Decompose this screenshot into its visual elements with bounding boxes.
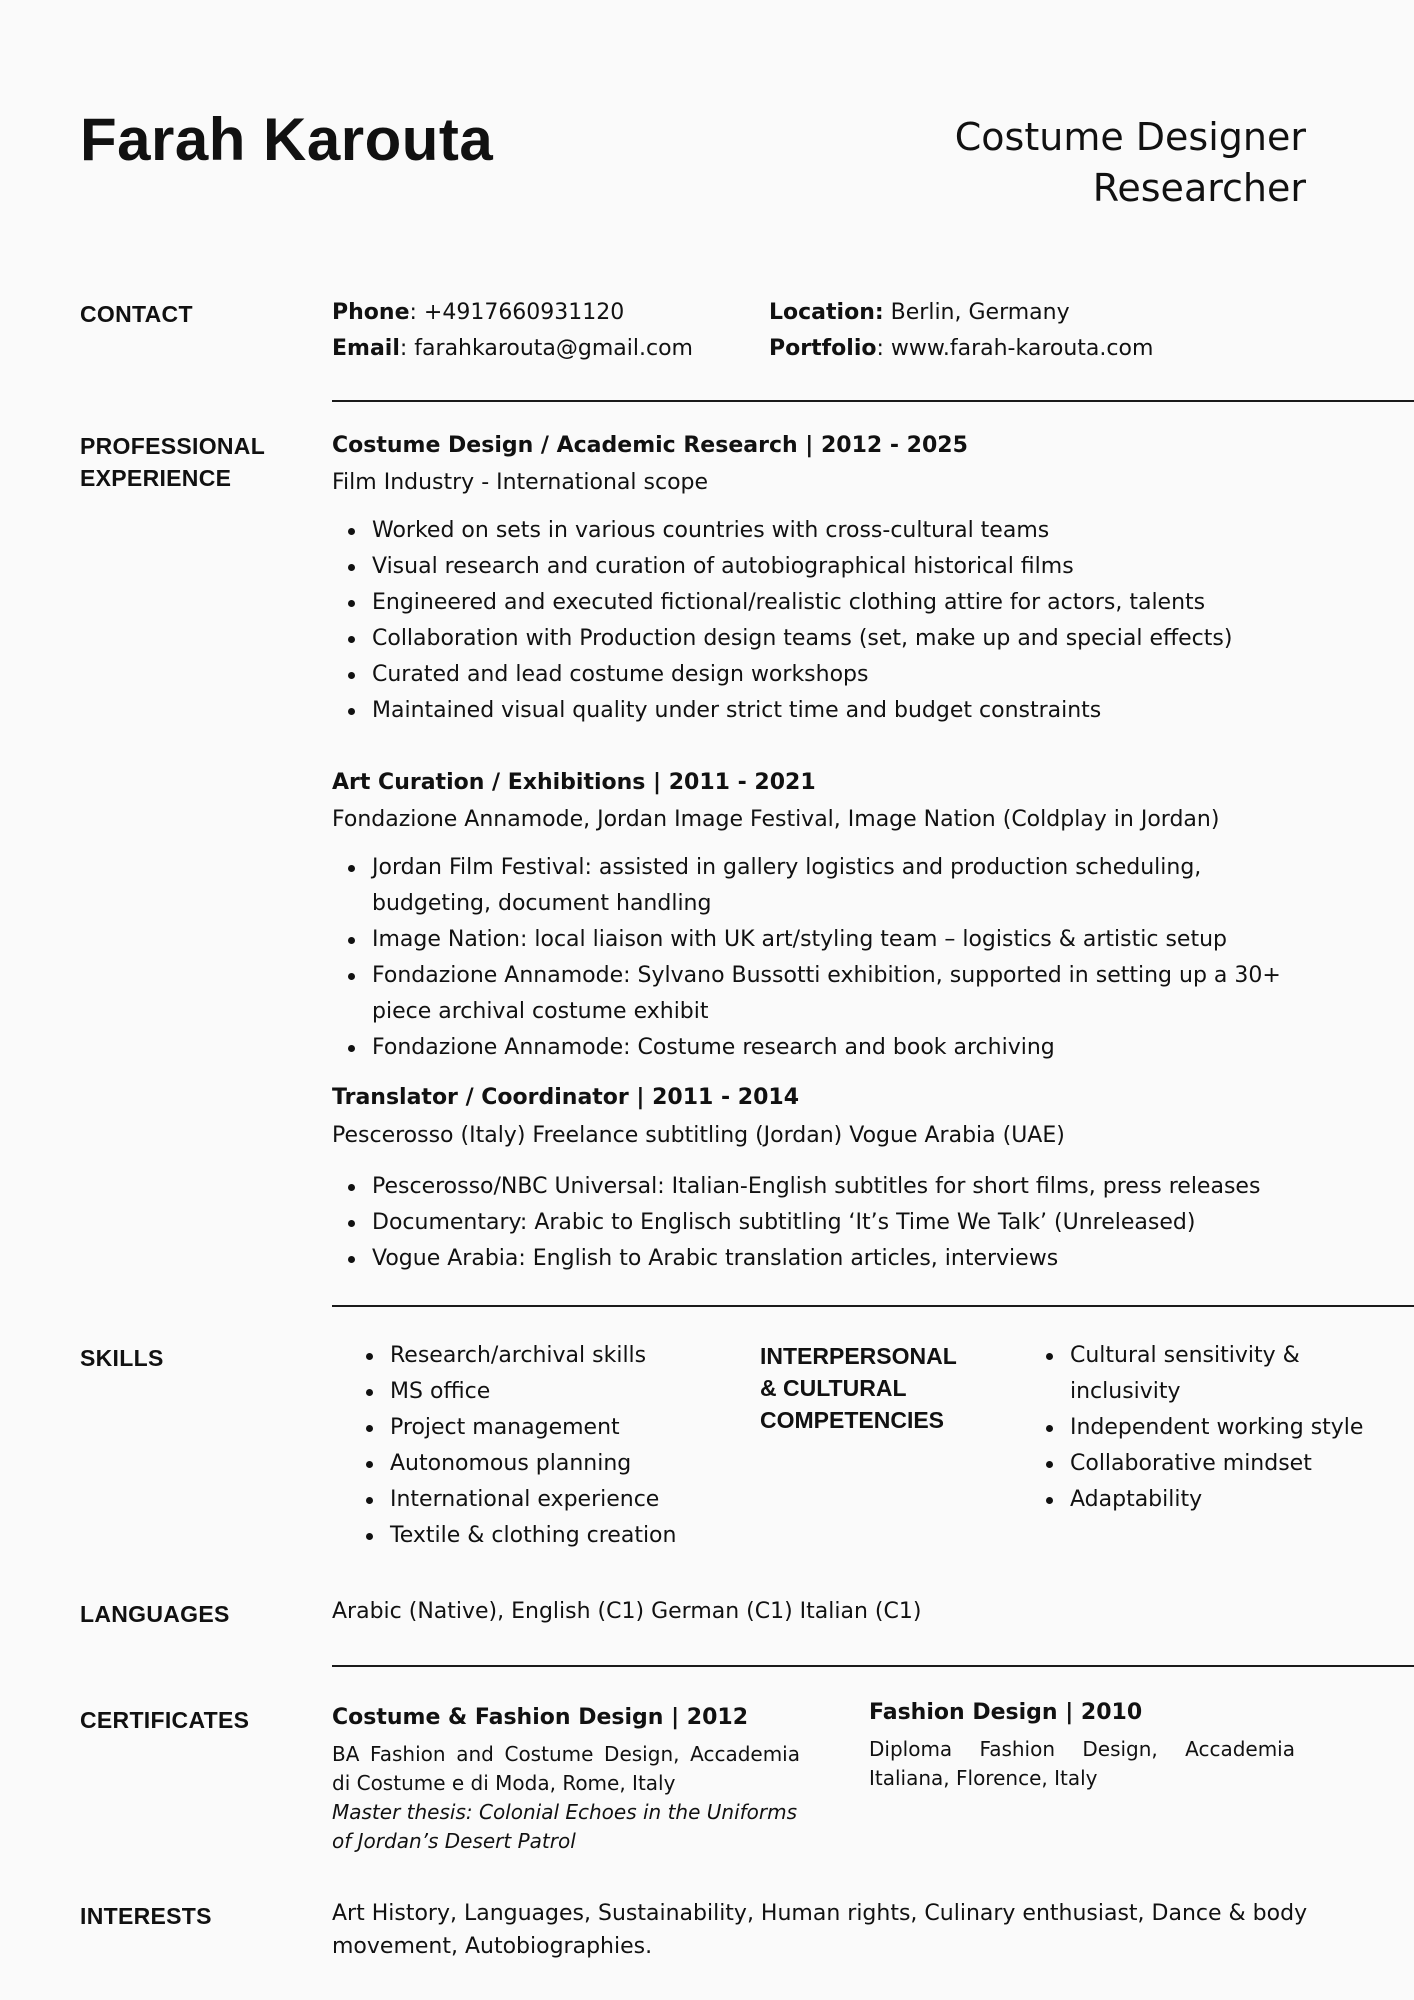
role-titles (955, 112, 1306, 214)
divider (332, 1665, 1414, 1667)
section-label-interests: INTERESTS (80, 1903, 212, 1929)
certificate-item (869, 1695, 1295, 1793)
role-title: Researcher (1092, 166, 1306, 210)
list-item: Fondazione Annamode: Costume research and book archiving (372, 1030, 1324, 1066)
candidate-name: Farah Karouta (80, 106, 494, 173)
list-item: Curated and lead costume design workshops (372, 657, 1232, 693)
list-item: Fondazione Annamode: Sylvano Bussotti exhibition, supported in setting up a 30+ piece archival costume exhibit (372, 958, 1324, 1030)
phone-value: +4917660931120 (423, 300, 625, 325)
job-title: Costume Design / Academic Research | 2012 - 2025 (332, 433, 968, 458)
list-item: International experience (390, 1482, 676, 1518)
skills-list (350, 1338, 676, 1554)
certificate-desc: BA Fashion and Costume Design, Accademia di Costume e di Moda, Rome, Italy (332, 1742, 800, 1795)
list-item: Project management (390, 1410, 676, 1446)
list-item: Maintained visual quality under strict time and budget constraints (372, 693, 1232, 729)
contact-location (769, 295, 1070, 331)
divider (332, 1305, 1414, 1307)
label-line: EXPERIENCE (80, 465, 232, 491)
section-label-contact: CONTACT (80, 301, 193, 327)
certificate-desc: Diploma Fashion Design, Accademia Italiana, Florence, Italy (869, 1737, 1295, 1790)
job-bullet-list (332, 513, 1232, 729)
list-item: Collaborative mindset (1070, 1446, 1410, 1482)
interpersonal-list (1030, 1338, 1410, 1518)
interests-text: Art History, Languages, Sustainability, Human rights, Culinary enthusiast, Dance & body movement, Autobiographies. (332, 1901, 1308, 1959)
job-title: Art Curation / Exhibitions | 2011 - 2021 (332, 770, 816, 795)
contact-email: Email: farahkarouta@gmail.com (332, 336, 693, 361)
email-value: farahkarouta@gmail.com (414, 336, 693, 361)
list-item: Worked on sets in various countries with cross-cultural teams (372, 513, 1232, 549)
list-item: Textile & clothing creation (390, 1518, 676, 1554)
certificate-title: Fashion Design | 2010 (869, 1700, 1143, 1725)
job-subtitle: Film Industry - International scope (332, 470, 709, 495)
section-label-skills: SKILLS (80, 1345, 164, 1371)
list-item: Image Nation: local liaison with UK art/styling team – logistics & artistic setup (372, 922, 1324, 958)
job-subtitle: Pescerosso (Italy) Freelance subtitling (Jordan) Vogue Arabia (UAE) (332, 1123, 1065, 1148)
divider (332, 400, 1414, 402)
label-line: INTERPERSONAL (760, 1343, 957, 1369)
list-item: Cultural sensitivity & inclusivity (1070, 1338, 1410, 1410)
list-item: Engineered and executed fictional/realistic clothing attire for actors, talents (372, 585, 1232, 621)
role-title: Costume Designer (954, 115, 1306, 159)
job-bullet-list (332, 1169, 1260, 1277)
contact-phone: Phone: +4917660931120 (332, 300, 625, 325)
contact-portfolio: Portfolio: www.farah-karouta.com (769, 336, 1154, 361)
list-item: Documentary: Arabic to Englisch subtitling ‘It’s Time We Talk’ (Unreleased) (372, 1205, 1260, 1241)
label-line: COMPETENCIES (760, 1407, 945, 1433)
certificate-note: Master thesis: Colonial Echoes in the Uniforms of Jordan’s Desert Patrol (332, 1800, 798, 1853)
list-item: Vogue Arabia: English to Arabic translation articles, interviews (372, 1241, 1260, 1277)
languages-text: Arabic (Native), English (C1) German (C1) Italian (C1) (332, 1599, 922, 1624)
email-label: Email (332, 336, 400, 361)
portfolio-label: Portfolio (769, 336, 877, 361)
interpersonal-label (760, 1340, 957, 1436)
list-item: Jordan Film Festival: assisted in gallery logistics and production scheduling, budgeting, document handling (372, 850, 1324, 922)
section-label-experience (80, 430, 265, 494)
location-value: Berlin, Germany (890, 300, 1070, 325)
list-item: Autonomous planning (390, 1446, 676, 1482)
label-line: & CULTURAL (760, 1375, 907, 1401)
label-line: PROFESSIONAL (80, 433, 266, 459)
certificate-title: Costume & Fashion Design | 2012 (332, 1705, 749, 1730)
list-item: Adaptability (1070, 1482, 1410, 1518)
list-item: Collaboration with Production design teams (set, make up and special effects) (372, 621, 1232, 657)
job-bullet-list (332, 850, 1324, 1066)
job-subtitle: Fondazione Annamode, Jordan Image Festival, Image Nation (Coldplay in Jordan) (332, 807, 1220, 832)
list-item: Pescerosso/NBC Universal: Italian-English subtitles for short films, press releases (372, 1169, 1260, 1205)
list-item: Independent working style (1070, 1410, 1410, 1446)
job-title: Translator / Coordinator | 2011 - 2014 (332, 1085, 800, 1110)
list-item: MS office (390, 1374, 676, 1410)
location-label: Location: (769, 300, 884, 325)
list-item: Visual research and curation of autobiographical historical films (372, 549, 1232, 585)
list-item: Research/archival skills (390, 1338, 676, 1374)
phone-label: Phone (332, 300, 410, 325)
certificate-item (332, 1700, 800, 1856)
section-label-languages: LANGUAGES (80, 1601, 230, 1627)
section-label-certificates: CERTIFICATES (80, 1707, 250, 1733)
portfolio-value: www.farah-karouta.com (890, 336, 1154, 361)
